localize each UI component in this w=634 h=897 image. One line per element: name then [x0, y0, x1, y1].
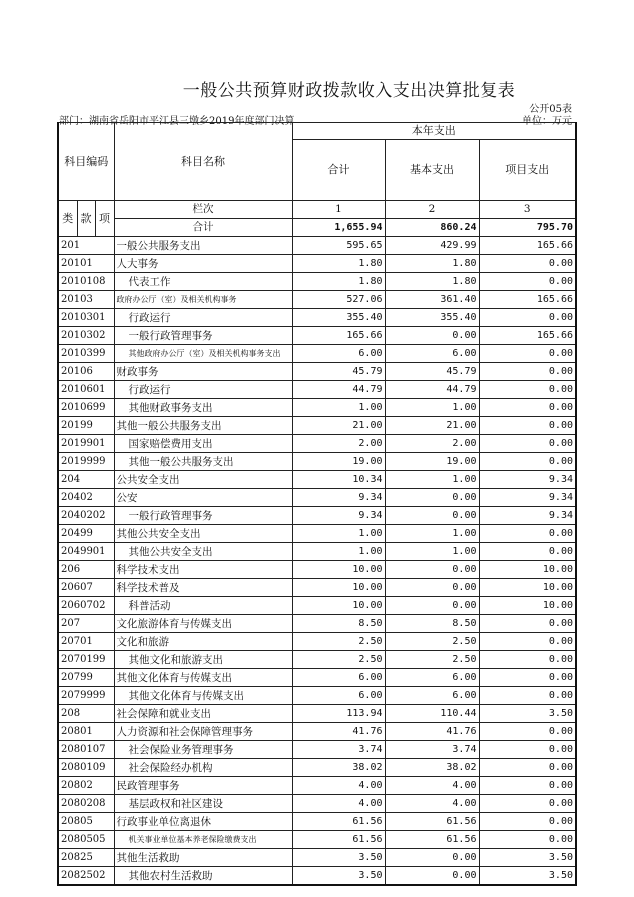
totals-total: 1,655.94 [292, 219, 385, 237]
row-code: 204 [58, 471, 114, 489]
table-row [58, 579, 576, 597]
row-total: 595.65 [292, 237, 385, 255]
row-name: 人大事务 [114, 255, 292, 273]
department-label: 部门：湖南省岳阳市平江县三墩乡2019年度部门决算 [59, 116, 295, 127]
row-name: 其他公共安全支出 [114, 543, 292, 561]
row-basic: 45.79 [385, 363, 479, 381]
row-name: 其他一般公共服务支出 [114, 453, 292, 471]
row-code: 20701 [58, 633, 114, 651]
row-total: 45.79 [292, 363, 385, 381]
row-code: 20607 [58, 579, 114, 597]
row-total: 8.50 [292, 615, 385, 633]
row-total: 9.34 [292, 489, 385, 507]
row-code: 2082502 [58, 867, 114, 886]
row-basic: 61.56 [385, 831, 479, 849]
table-row [58, 489, 576, 507]
row-name: 文化和旅游 [114, 633, 292, 651]
row-name: 行政事业单位离退休 [114, 813, 292, 831]
row-total: 2.00 [292, 435, 385, 453]
table-row [58, 597, 576, 615]
table-row [58, 723, 576, 741]
lanci-label: 栏次 [114, 201, 292, 219]
row-name: 其他文化体育与传媒支出 [114, 669, 292, 687]
row-total: 38.02 [292, 759, 385, 777]
totals-row [58, 219, 576, 237]
row-name: 其他文化和旅游支出 [114, 651, 292, 669]
row-total: 44.79 [292, 381, 385, 399]
totals-basic: 860.24 [385, 219, 479, 237]
report-title-text: 一般公共预算财政拨款收入支出决算批复表 [182, 81, 516, 101]
table-row [58, 327, 576, 345]
table-row [58, 381, 576, 399]
row-total: 4.00 [292, 777, 385, 795]
row-name: 行政运行 [114, 381, 292, 399]
table-row [58, 759, 576, 777]
totals-project: 795.70 [479, 219, 576, 237]
table-row [58, 831, 576, 849]
row-code: 20825 [58, 849, 114, 867]
row-name: 一般公共服务支出 [114, 237, 292, 255]
table-row [58, 687, 576, 705]
row-basic: 1.80 [385, 255, 479, 273]
row-name: 其他生活救助 [114, 849, 292, 867]
row-basic: 61.56 [385, 813, 479, 831]
row-total: 1.00 [292, 399, 385, 417]
row-total: 61.56 [292, 813, 385, 831]
total-header: 合计 [292, 140, 385, 201]
row-basic: 0.00 [385, 867, 479, 886]
table-row [58, 453, 576, 471]
row-project: 0.00 [479, 651, 576, 669]
row-basic: 361.40 [385, 291, 479, 309]
lanci-2: 2 [385, 201, 479, 219]
row-name: 社会保障和就业支出 [114, 705, 292, 723]
row-basic: 1.00 [385, 525, 479, 543]
table-row [58, 741, 576, 759]
row-basic: 4.00 [385, 777, 479, 795]
row-total: 527.06 [292, 291, 385, 309]
row-name: 其他公共安全支出 [114, 525, 292, 543]
row-code: 2010108 [58, 273, 114, 291]
row-code: 20799 [58, 669, 114, 687]
row-code: 20106 [58, 363, 114, 381]
row-total: 1.00 [292, 543, 385, 561]
row-code: 2010601 [58, 381, 114, 399]
table-row [58, 705, 576, 723]
column-index-row [58, 201, 576, 219]
table-row [58, 417, 576, 435]
row-total: 10.34 [292, 471, 385, 489]
row-basic: 19.00 [385, 453, 479, 471]
row-total: 10.00 [292, 561, 385, 579]
row-total: 113.94 [292, 705, 385, 723]
row-code: 208 [58, 705, 114, 723]
row-code: 2079999 [58, 687, 114, 705]
row-name: 基层政权和社区建设 [114, 795, 292, 813]
code-header: 科目编码 [58, 123, 114, 201]
row-code: 20103 [58, 291, 114, 309]
row-basic: 6.00 [385, 687, 479, 705]
row-code: 2010399 [58, 345, 114, 363]
table-row [58, 399, 576, 417]
row-project: 3.50 [479, 705, 576, 723]
row-project: 0.00 [479, 417, 576, 435]
row-total: 1.00 [292, 525, 385, 543]
row-name: 科学技术支出 [114, 561, 292, 579]
table-row [58, 345, 576, 363]
row-project: 0.00 [479, 345, 576, 363]
row-project: 0.00 [479, 435, 576, 453]
row-code: 20199 [58, 417, 114, 435]
row-total: 3.50 [292, 849, 385, 867]
row-basic: 44.79 [385, 381, 479, 399]
row-code: 2010699 [58, 399, 114, 417]
form-number: 公开05表 [529, 104, 572, 115]
table-row [58, 867, 576, 886]
table-row [58, 291, 576, 309]
row-total: 355.40 [292, 309, 385, 327]
row-name: 行政运行 [114, 309, 292, 327]
kuan-header: 款 [77, 201, 95, 237]
row-total: 1.80 [292, 255, 385, 273]
row-basic: 21.00 [385, 417, 479, 435]
table-row [58, 435, 576, 453]
row-code: 2080208 [58, 795, 114, 813]
row-project: 9.34 [479, 489, 576, 507]
row-basic: 0.00 [385, 579, 479, 597]
lanci-3: 3 [479, 201, 576, 219]
row-total: 19.00 [292, 453, 385, 471]
basic-header: 基本支出 [385, 140, 479, 201]
row-project: 0.00 [479, 453, 576, 471]
row-code: 2010301 [58, 309, 114, 327]
row-project: 165.66 [479, 327, 576, 345]
row-project: 0.00 [479, 399, 576, 417]
row-basic: 0.00 [385, 561, 479, 579]
row-project: 0.00 [479, 615, 576, 633]
report-title [0, 76, 634, 101]
table-row [58, 525, 576, 543]
row-name: 政府办公厅（室）及相关机构事务 [114, 291, 292, 309]
table-row [58, 309, 576, 327]
row-code: 2049901 [58, 543, 114, 561]
row-name: 其他文化体育与传媒支出 [114, 687, 292, 705]
row-basic: 4.00 [385, 795, 479, 813]
row-name: 一般行政管理事务 [114, 327, 292, 345]
header-row-1 [58, 123, 576, 140]
row-name: 公共安全支出 [114, 471, 292, 489]
table-row [58, 255, 576, 273]
row-basic: 2.00 [385, 435, 479, 453]
unit-label: 单位：万元 [522, 116, 572, 127]
row-name: 其他财政事务支出 [114, 399, 292, 417]
table-row [58, 777, 576, 795]
row-basic: 0.00 [385, 327, 479, 345]
lanci-1: 1 [292, 201, 385, 219]
row-name: 民政管理事务 [114, 777, 292, 795]
row-project: 3.50 [479, 867, 576, 886]
row-project: 0.00 [479, 633, 576, 651]
row-total: 6.00 [292, 687, 385, 705]
row-project: 0.00 [479, 687, 576, 705]
row-project: 0.00 [479, 723, 576, 741]
row-basic: 38.02 [385, 759, 479, 777]
row-code: 20805 [58, 813, 114, 831]
row-project: 0.00 [479, 255, 576, 273]
table-row [58, 543, 576, 561]
row-total: 3.74 [292, 741, 385, 759]
row-total: 41.76 [292, 723, 385, 741]
row-basic: 6.00 [385, 669, 479, 687]
row-name: 财政事务 [114, 363, 292, 381]
row-basic: 1.80 [385, 273, 479, 291]
row-code: 2040202 [58, 507, 114, 525]
row-code: 20101 [58, 255, 114, 273]
row-basic: 0.00 [385, 597, 479, 615]
row-name: 公安 [114, 489, 292, 507]
row-basic: 0.00 [385, 849, 479, 867]
row-name: 社会保险业务管理事务 [114, 741, 292, 759]
row-project: 3.50 [479, 849, 576, 867]
row-name: 代表工作 [114, 273, 292, 291]
row-code: 2080107 [58, 741, 114, 759]
table-row [58, 273, 576, 291]
row-project: 0.00 [479, 273, 576, 291]
row-project: 0.00 [479, 795, 576, 813]
row-name: 其他政府办公厅（室）及相关机构事务支出 [114, 345, 292, 363]
table-row [58, 507, 576, 525]
row-code: 2019901 [58, 435, 114, 453]
row-total: 165.66 [292, 327, 385, 345]
row-project: 165.66 [479, 291, 576, 309]
row-name: 科学技术普及 [114, 579, 292, 597]
table-row [58, 561, 576, 579]
row-code: 2080505 [58, 831, 114, 849]
row-project: 0.00 [479, 813, 576, 831]
budget-table [57, 122, 577, 886]
row-total: 2.50 [292, 633, 385, 651]
row-project: 0.00 [479, 669, 576, 687]
row-name: 其他一般公共服务支出 [114, 417, 292, 435]
row-project: 10.00 [479, 579, 576, 597]
current-year-expense-header: 本年支出 [292, 123, 576, 140]
row-code: 207 [58, 615, 114, 633]
xiang-header: 项 [95, 201, 114, 237]
row-project: 0.00 [479, 759, 576, 777]
row-code: 20802 [58, 777, 114, 795]
row-name: 科普活动 [114, 597, 292, 615]
row-project: 0.00 [479, 309, 576, 327]
row-basic: 41.76 [385, 723, 479, 741]
row-code: 2060702 [58, 597, 114, 615]
row-code: 201 [58, 237, 114, 255]
row-name: 社会保险经办机构 [114, 759, 292, 777]
row-total: 9.34 [292, 507, 385, 525]
name-header: 科目名称 [114, 123, 292, 201]
row-total: 61.56 [292, 831, 385, 849]
row-basic: 6.00 [385, 345, 479, 363]
row-project: 9.34 [479, 507, 576, 525]
row-basic: 3.74 [385, 741, 479, 759]
row-basic: 1.00 [385, 399, 479, 417]
row-name: 人力资源和社会保障管理事务 [114, 723, 292, 741]
row-basic: 355.40 [385, 309, 479, 327]
row-name: 一般行政管理事务 [114, 507, 292, 525]
row-code: 20499 [58, 525, 114, 543]
row-total: 2.50 [292, 651, 385, 669]
row-total: 10.00 [292, 579, 385, 597]
row-project: 10.00 [479, 597, 576, 615]
table-row [58, 669, 576, 687]
row-project: 0.00 [479, 525, 576, 543]
table-row [58, 813, 576, 831]
table-row [58, 363, 576, 381]
row-basic: 429.99 [385, 237, 479, 255]
row-project: 0.00 [479, 381, 576, 399]
row-code: 2070199 [58, 651, 114, 669]
table-row [58, 651, 576, 669]
row-total: 4.00 [292, 795, 385, 813]
table-row [58, 849, 576, 867]
table-row [58, 795, 576, 813]
row-basic: 0.00 [385, 489, 479, 507]
row-project: 0.00 [479, 777, 576, 795]
table-row [58, 471, 576, 489]
row-basic: 0.00 [385, 507, 479, 525]
row-name: 机关事业单位基本养老保险缴费支出 [114, 831, 292, 849]
row-project: 10.00 [479, 561, 576, 579]
table-row [58, 633, 576, 651]
lei-header: 类 [58, 201, 77, 237]
row-project: 0.00 [479, 543, 576, 561]
table-row [58, 237, 576, 255]
row-code: 2010302 [58, 327, 114, 345]
project-header: 项目支出 [479, 140, 576, 201]
row-code: 20402 [58, 489, 114, 507]
row-project: 0.00 [479, 741, 576, 759]
row-project: 0.00 [479, 363, 576, 381]
row-project: 0.00 [479, 831, 576, 849]
row-project: 9.34 [479, 471, 576, 489]
row-total: 21.00 [292, 417, 385, 435]
row-basic: 1.00 [385, 543, 479, 561]
row-code: 2019999 [58, 453, 114, 471]
row-basic: 2.50 [385, 633, 479, 651]
row-code: 2080109 [58, 759, 114, 777]
row-name: 国家赔偿费用支出 [114, 435, 292, 453]
row-code: 20801 [58, 723, 114, 741]
row-total: 6.00 [292, 345, 385, 363]
row-total: 1.80 [292, 273, 385, 291]
row-total: 6.00 [292, 669, 385, 687]
row-project: 165.66 [479, 237, 576, 255]
row-total: 3.50 [292, 867, 385, 886]
row-basic: 110.44 [385, 705, 479, 723]
row-code: 206 [58, 561, 114, 579]
totals-label: 合计 [114, 219, 292, 237]
row-name: 其他农村生活救助 [114, 867, 292, 886]
table-row [58, 615, 576, 633]
row-total: 10.00 [292, 597, 385, 615]
row-basic: 8.50 [385, 615, 479, 633]
row-basic: 1.00 [385, 471, 479, 489]
row-name: 文化旅游体育与传媒支出 [114, 615, 292, 633]
row-basic: 2.50 [385, 651, 479, 669]
